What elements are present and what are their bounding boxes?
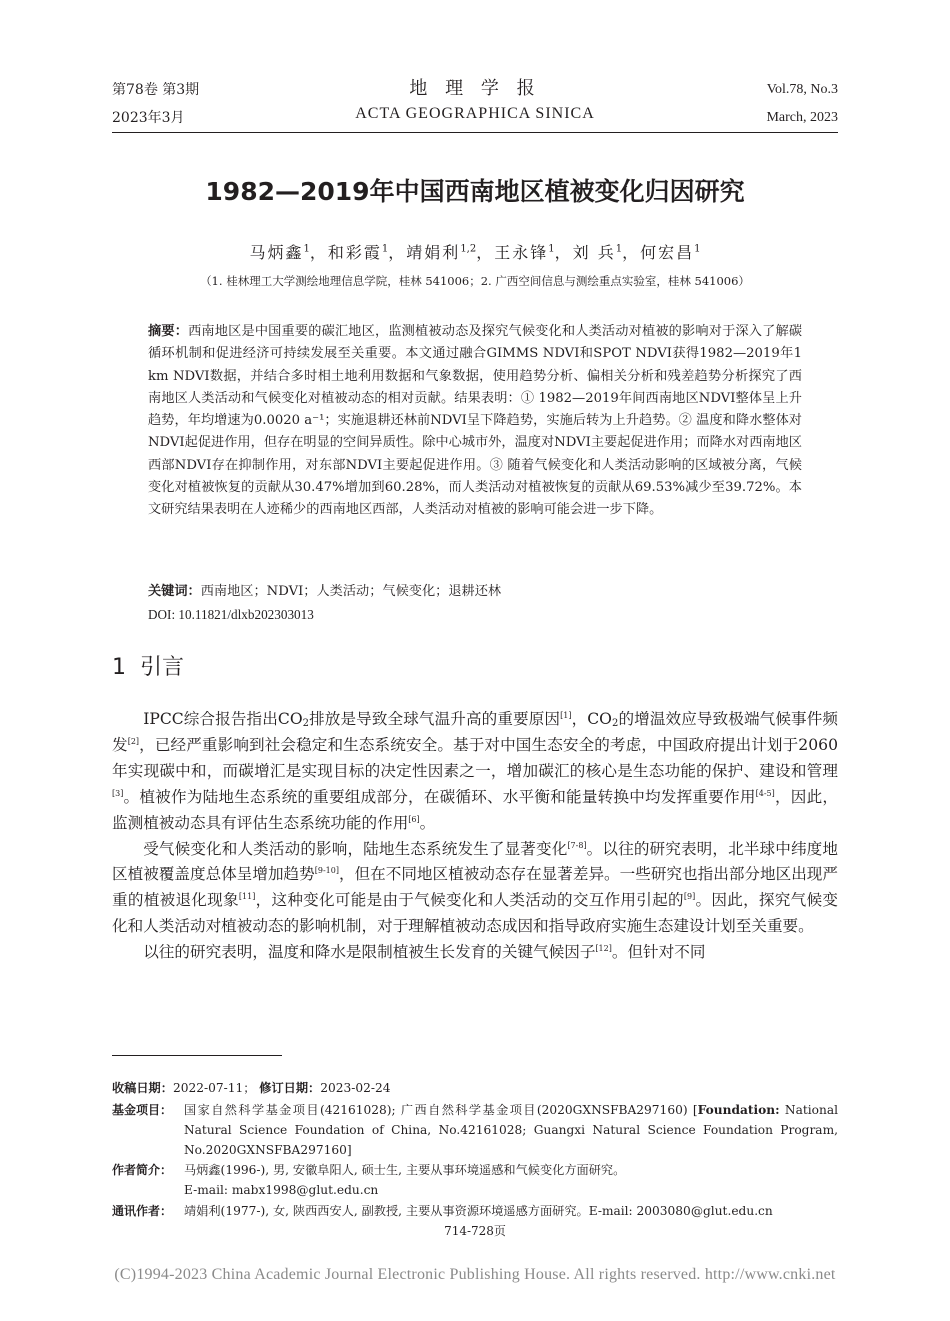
author-email: E-mail: mabx1998@glut.edu.cn [184, 1183, 379, 1197]
corresponding-text: 靖娟利(1977-), 女, 陕西西安人, 副教授, 主要从事资源环境遥感方面研究。E-mail: 2003080@glut.edu.cn [184, 1204, 773, 1218]
corresponding-label: 通讯作者： [112, 1204, 173, 1218]
body-paragraph [112, 837, 838, 941]
issue-date-en: March, 2023 [766, 110, 838, 125]
text-run: ，已经严重影响到社会稳定和生态系统安全。基于对中国生态安全的考虑，中国政府提出计划于2060年实现碳中和，而碳增汇是实现目标的决定性因素之一，增加碳汇的核心是生态功能的保护、建设和管理 [112, 735, 838, 780]
author-separator: ， [554, 243, 573, 262]
author-affiliation-mark: 1 [381, 243, 389, 255]
volume-en: Vol.78, No.3 [766, 82, 838, 97]
footnote-dates [112, 1078, 838, 1098]
body-text [112, 707, 838, 966]
author-separator: ， [309, 243, 328, 262]
citation-ref: [2] [127, 736, 140, 746]
keywords [148, 581, 802, 603]
article-title: 1982—2019年中国西南地区植被变化归因研究 [205, 177, 745, 206]
fund-en: National Natural Science Foundation of China, No.42161028; Guangxi Natural Science Foundation Program, No.2020GXNSFBA297160] [184, 1103, 839, 1157]
author-name: 何宏昌 [640, 243, 695, 262]
author-label: 作者简介： [112, 1163, 173, 1177]
author-affiliation-mark: 1,2 [460, 243, 477, 255]
author-name: 王永锋 [494, 243, 549, 262]
citation-ref: [6] [408, 814, 420, 824]
author-affiliation-mark: 1 [548, 243, 555, 255]
header-divider [112, 132, 838, 133]
abstract [148, 321, 802, 522]
abstract-text: 西南地区是中国重要的碳汇地区，监测植被动态及探究气候变化和人类活动对植被的影响对于深入了解碳循环机制和促进经济可持续发展至关重要。本文通过融合GIMMS NDVI和SPOT NDVI获得1982—2019年1 km NDVI数据，并结合多时相土地利用数据和气象数据，使用趋势分析、偏相关分析和残差趋势分析探究了西南地区人类活动和气候变化对植被动态的相对贡献。结果表明：① 1982—2019年间西南地区NDVI整体呈上升趋势，年均增速为0.0020 a⁻¹；实施退耕还林前NDVI呈下降趋势，实施后转为上升趋势。② 温度和降水整体对NDVI起促进作用，但存在明显的空间异质性。除中心城市外，温度对NDVI主要起促进作用；而降水对西南地区西部NDVI存在抑制作用，对东部NDVI主要起促进作用。③ 随着气候变化和人类活动影响的区域被分离，气候变化对植被恢复的贡献从30.47%增加到60.28%，而人类活动对植被恢复的贡献从69.53%减少至39.72%。本文研究结果表明在人迹稀少的西南地区西部，人类活动对植被的影响可能会进一步下降。 [148, 324, 803, 518]
footnote-corresponding [112, 1201, 838, 1221]
text-run: 以往的研究表明，温度和降水是限制植被生长发育的关键气候因子 [143, 943, 596, 962]
citation-ref: [9] [683, 892, 696, 902]
journal-name-cn: 地 理 学 报 [409, 78, 541, 99]
author-separator: ， [388, 243, 407, 262]
author-separator: ， [476, 243, 495, 262]
body-paragraph [112, 707, 838, 837]
citation-ref: [3] [112, 788, 124, 798]
text-run: ，但在不同地区植被动态存在显著差异。一些研究也指出部分地区出现严重的植被退化现象 [112, 865, 838, 910]
keywords-text: 西南地区；NDVI；人类活动；气候变化；退耕还林 [200, 584, 502, 599]
body-paragraph [112, 940, 838, 966]
keywords-label: 关键词： [148, 584, 201, 599]
author-name: 靖娟利 [406, 243, 461, 262]
author-affiliation-mark: 1 [303, 243, 310, 255]
footnote-fund [112, 1100, 838, 1160]
text-run: IPCC综合报告指出CO [143, 710, 303, 728]
author-affiliation-mark: 1 [694, 243, 701, 255]
fund-text [184, 1100, 838, 1160]
subscript: 2 [611, 718, 619, 729]
citation-ref: [9-10] [314, 866, 339, 876]
footnote-author [112, 1160, 838, 1200]
citation-ref: [12] [595, 944, 612, 954]
author-affiliation-mark: 1 [615, 243, 623, 255]
subscript: 2 [302, 718, 310, 729]
abstract-label: 摘要： [148, 324, 189, 339]
copyright-line: (C)1994-2023 China Academic Journal Electronic Publishing House. All rights reserved. http://www.cnki.net [114, 1266, 836, 1283]
fund-en-label: Foundation: [697, 1103, 780, 1117]
revised-date: 2023-02-24 [320, 1081, 391, 1095]
citation-ref: [11] [238, 892, 256, 902]
author-list [0, 240, 950, 263]
page-range: 714-728页 [444, 1224, 506, 1238]
citation-ref: [4-5] [755, 788, 775, 798]
journal-name-en: ACTA GEOGRAPHICA SINICA [355, 105, 595, 122]
text-run: ，因此，监测植被动态具有评估生态系统功能的作用 [112, 787, 838, 832]
text-run: ，CO [571, 710, 612, 728]
section-title: 引言 [140, 655, 185, 680]
author-separator: ， [622, 243, 641, 262]
footnote-divider [112, 1055, 282, 1056]
text-run: 。以往的研究表明，北半球中纬度地区植被覆盖度总体呈增加趋势 [112, 839, 838, 884]
received-label: 收稿日期： [112, 1081, 173, 1095]
author-bio-text: 马炳鑫(1996-), 男, 安徽阜阳人, 硕士生, 主要从事环境遥感和气候变化方面研究。 [184, 1163, 626, 1177]
header-volume-info [766, 76, 838, 132]
text-run: 排放是导致全球气温升高的重要原因 [309, 710, 561, 728]
author-bio [184, 1160, 838, 1200]
citation-ref: [1] [560, 711, 572, 720]
text-run: 。植被作为陆地生态系统的重要组成部分，在碳循环、水平衡和能量转换中均发挥重要作用 [123, 787, 756, 806]
affiliations: （1. 桂林理工大学测绘地理信息学院，桂林 541006；2. 广西空间信息与测绘重点实验室，桂林 541006） [200, 274, 750, 288]
fund-label: 基金项目： [112, 1103, 173, 1117]
author-name: 马炳鑫 [249, 243, 304, 262]
section-number: 1 [112, 655, 126, 680]
text-run: ，这种变化可能是由于气候变化和人类活动的交互作用引起的 [255, 891, 684, 910]
citation-ref: [7-8] [567, 840, 587, 850]
issue-date-cn: 2023年3月 [112, 110, 185, 126]
revised-label: 修订日期： [259, 1081, 321, 1095]
volume-issue: 第78卷 第3期 [112, 82, 200, 98]
section-heading [112, 650, 184, 681]
text-run: 的增温效应导致极端气候事件频发 [112, 710, 838, 754]
doi: DOI: 10.11821/dlxb202303013 [148, 607, 314, 622]
text-run: 。因此，探究气候变化和人类活动对植被动态的影响机制，对于理解植被动态成因和指导政府实施生态建设计划至关重要。 [112, 891, 838, 936]
author-name: 刘 兵 [572, 243, 616, 262]
fund-cn: 国家自然科学基金项目(42161028); 广西自然科学基金项目(2020GXNSFBA297160) [ [184, 1103, 698, 1117]
text-run: 。但针对不同 [611, 943, 706, 962]
text-run: 受气候变化和人类活动的影响，陆地生态系统发生了显著变化 [143, 839, 568, 858]
text-run: 。 [419, 813, 436, 832]
received-date: 2022-07-11； [172, 1081, 256, 1095]
author-name: 和彩霞 [327, 243, 382, 262]
